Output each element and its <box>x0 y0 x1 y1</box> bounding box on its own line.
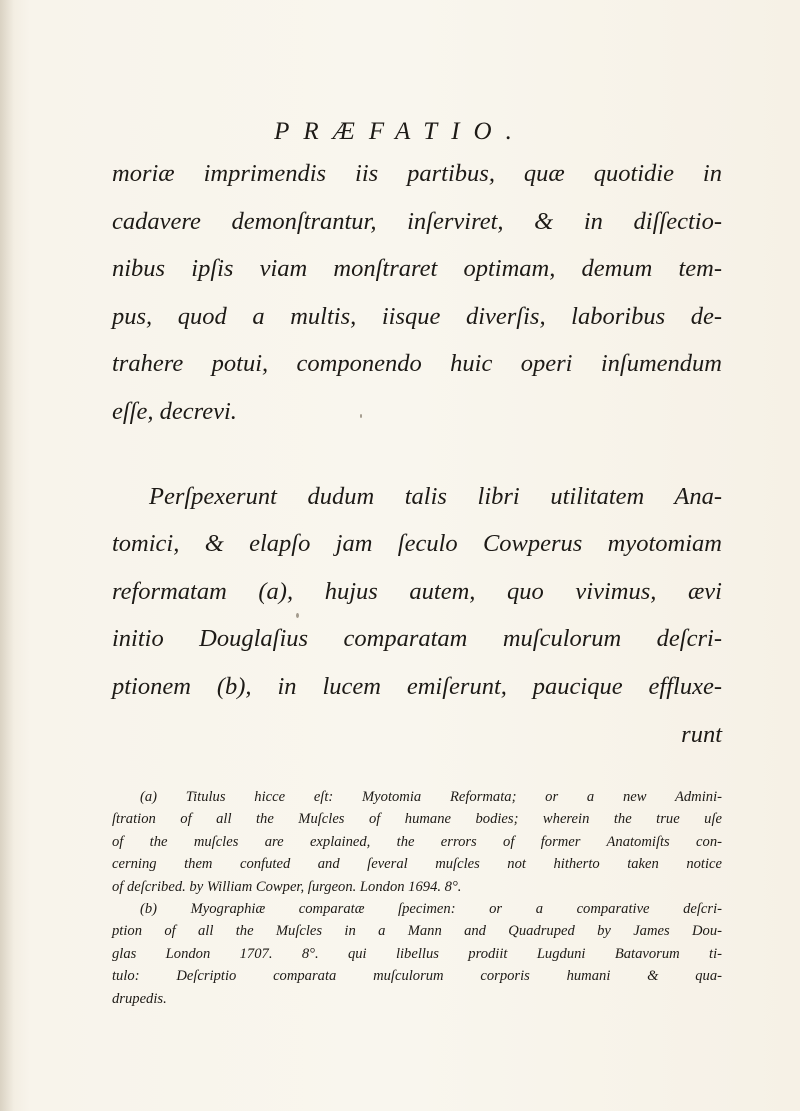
text-line: reformatam (a), hujus autem, quo vivimus, ævi <box>112 577 722 605</box>
footnote-a-line: of deſcribed. by William Cowper, ſurgeon. London 1694. 8°. <box>112 878 462 895</box>
footnote-a-line: cerning them confuted and ſeveral muſcles not hitherto taken notice <box>112 856 722 873</box>
catchword: runt <box>681 720 722 748</box>
text-line: initio Douglaſius comparatam muſculorum deſcri- <box>112 625 722 653</box>
footnote-b-line: tulo: Deſcriptio comparata muſculorum corporis humani & qua- <box>112 968 722 985</box>
footnote-b-line: (b) Myographiæ comparatæ ſpecimen: or a comparative deſcri- <box>140 901 722 918</box>
text-line: Perſpexerunt dudum talis libri utilitatem Ana- <box>149 482 722 510</box>
footnote-b-line: drupedis. <box>112 990 167 1007</box>
text-line: tomici, & elapſo jam ſeculo Cowperus myotomiam <box>112 530 722 558</box>
text-line: cadavere demonſtrantur, inſerviret, & in diſſectio- <box>112 207 722 235</box>
footnote-b-line: glas London 1707. 8°. qui libellus prodiit Lugduni Batavorum ti- <box>112 945 722 962</box>
text-line: trahere potui, componendo huic operi inſumendum <box>112 350 722 378</box>
text-line: pus, quod a multis, iisque diverſis, laboribus de- <box>112 302 722 330</box>
footnote-b-line: ption of all the Muſcles in a Mann and Quadruped by James Dou- <box>112 923 722 940</box>
text-line: moriæ imprimendis iis partibus, quæ quotidie in <box>112 160 722 187</box>
text-line: ptionem (b), in lucem emiſerunt, paucique effluxe- <box>112 672 722 700</box>
paper-speck <box>360 414 362 418</box>
footnote-a-line: (a) Titulus hicce eſt: Myotomia Reformata; or a new Admini- <box>140 789 722 805</box>
footnotes <box>112 786 722 1010</box>
text-line: eſſe, decrevi. <box>112 397 237 425</box>
footnote-a-line: of the muſcles are explained, the errors of former Anatomiſts con- <box>112 833 722 850</box>
running-head: PRÆFATIO. <box>274 118 526 145</box>
main-text <box>112 150 722 758</box>
gutter-shadow <box>0 0 14 1111</box>
paper-speck <box>296 613 299 618</box>
footnote-a-line: ſtration of all the Muſcles of humane bodies; wherein the true uſe <box>112 811 722 828</box>
text-line: nibus ipſis viam monſtraret optimam, demum tem- <box>112 255 722 283</box>
paragraph-gap <box>112 436 722 473</box>
